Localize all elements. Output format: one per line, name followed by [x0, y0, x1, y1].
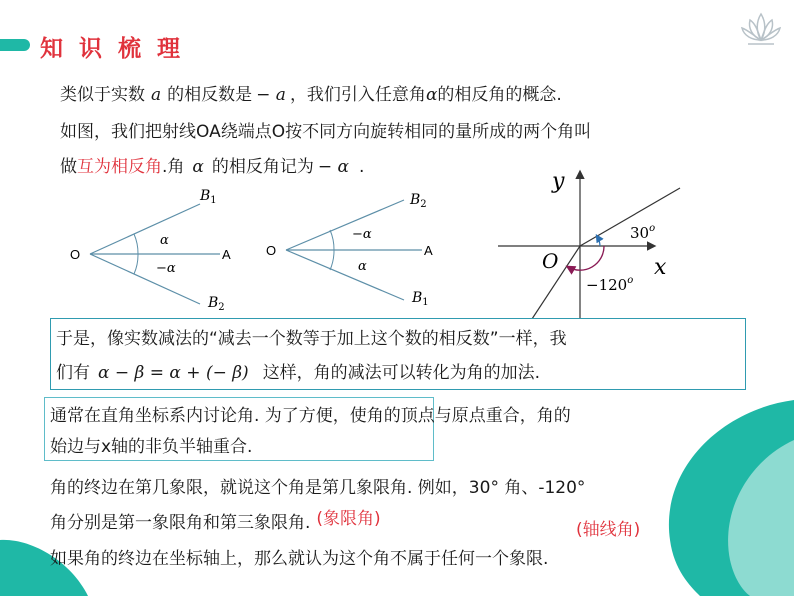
- fig3-label-O: O: [542, 249, 559, 273]
- body-line-1: 角的终边在第几象限，就说这个角是第几象限角. 例如，30° 角、-120°: [50, 478, 586, 498]
- figure-opposite-angle-2: [262, 182, 452, 312]
- fig1-label-O: O: [70, 247, 81, 262]
- box1-line-2: 们有 α − β = α + (− β) 这样，角的减法可以转化为角的加法.: [56, 363, 541, 383]
- fig2-label-B1: $B_1$: [412, 290, 429, 308]
- term-quadrant-angle: (象限角): [316, 509, 381, 529]
- body-line-2: 角分别是第一象限角和第三象限角. (象限角): [50, 509, 381, 533]
- box1-line-1: 于是，像实数减法的“减去一个数等于加上这个数的相反数”一样，我: [56, 329, 567, 349]
- fig2-label-neg-alpha: −α: [352, 227, 372, 242]
- fig3-label-x: x: [654, 255, 667, 280]
- fig3-label-30: 30$^o$: [630, 223, 656, 242]
- intro-line-1: 类似于实数 a 的相反数是 − a ，我们引入任意角α的相反角的概念.: [60, 85, 562, 105]
- term-opposite-angles: 互为相反角: [77, 157, 162, 177]
- teal-blob-bottom-right: [600, 400, 794, 596]
- lotus-logo-icon: [738, 10, 784, 48]
- fig1-label-B2: $B_2$: [208, 295, 225, 312]
- fig1-label-alpha: α: [160, 233, 169, 248]
- fig2-label-O: O: [266, 243, 277, 258]
- fig1-label-B1: $B_1$: [200, 188, 217, 206]
- box2-line-1: 通常在直角坐标系内讨论角. 为了方便，使角的顶点与原点重合，角的: [50, 406, 571, 426]
- box2-line-2: 始边与x轴的非负半轴重合.: [50, 437, 253, 457]
- fig3-label-y: y: [552, 169, 565, 194]
- fig3-label-neg120: $-120^o$: [586, 275, 634, 294]
- term-axis-angle: (轴线角): [576, 520, 641, 540]
- fig2-label-B2: $B_2$: [410, 192, 427, 210]
- body-line-3: 如果角的终边在坐标轴上，那么就认为这个角不属于任何一个象限.: [50, 549, 549, 569]
- fig1-label-neg-alpha: −α: [156, 261, 176, 276]
- fig1-label-A: A: [222, 247, 231, 262]
- figure-coordinate-angles: [494, 166, 684, 322]
- figure-opposite-angle-1: [60, 182, 250, 312]
- header-accent-bar: [0, 39, 30, 51]
- fig2-label-alpha: α: [358, 259, 367, 274]
- intro-line-2: 如图，我们把射线OA绕端点O按不同方向旋转相同的量所成的两个角叫: [60, 122, 592, 142]
- section-title: 知 识 梳 理: [40, 35, 185, 62]
- fig2-label-A: A: [424, 243, 433, 258]
- formula-angle-subtraction: α − β = α + (− β): [98, 363, 249, 383]
- intro-line-3: 做互为相反角.角 α 的相反角记为 − α .: [60, 157, 365, 177]
